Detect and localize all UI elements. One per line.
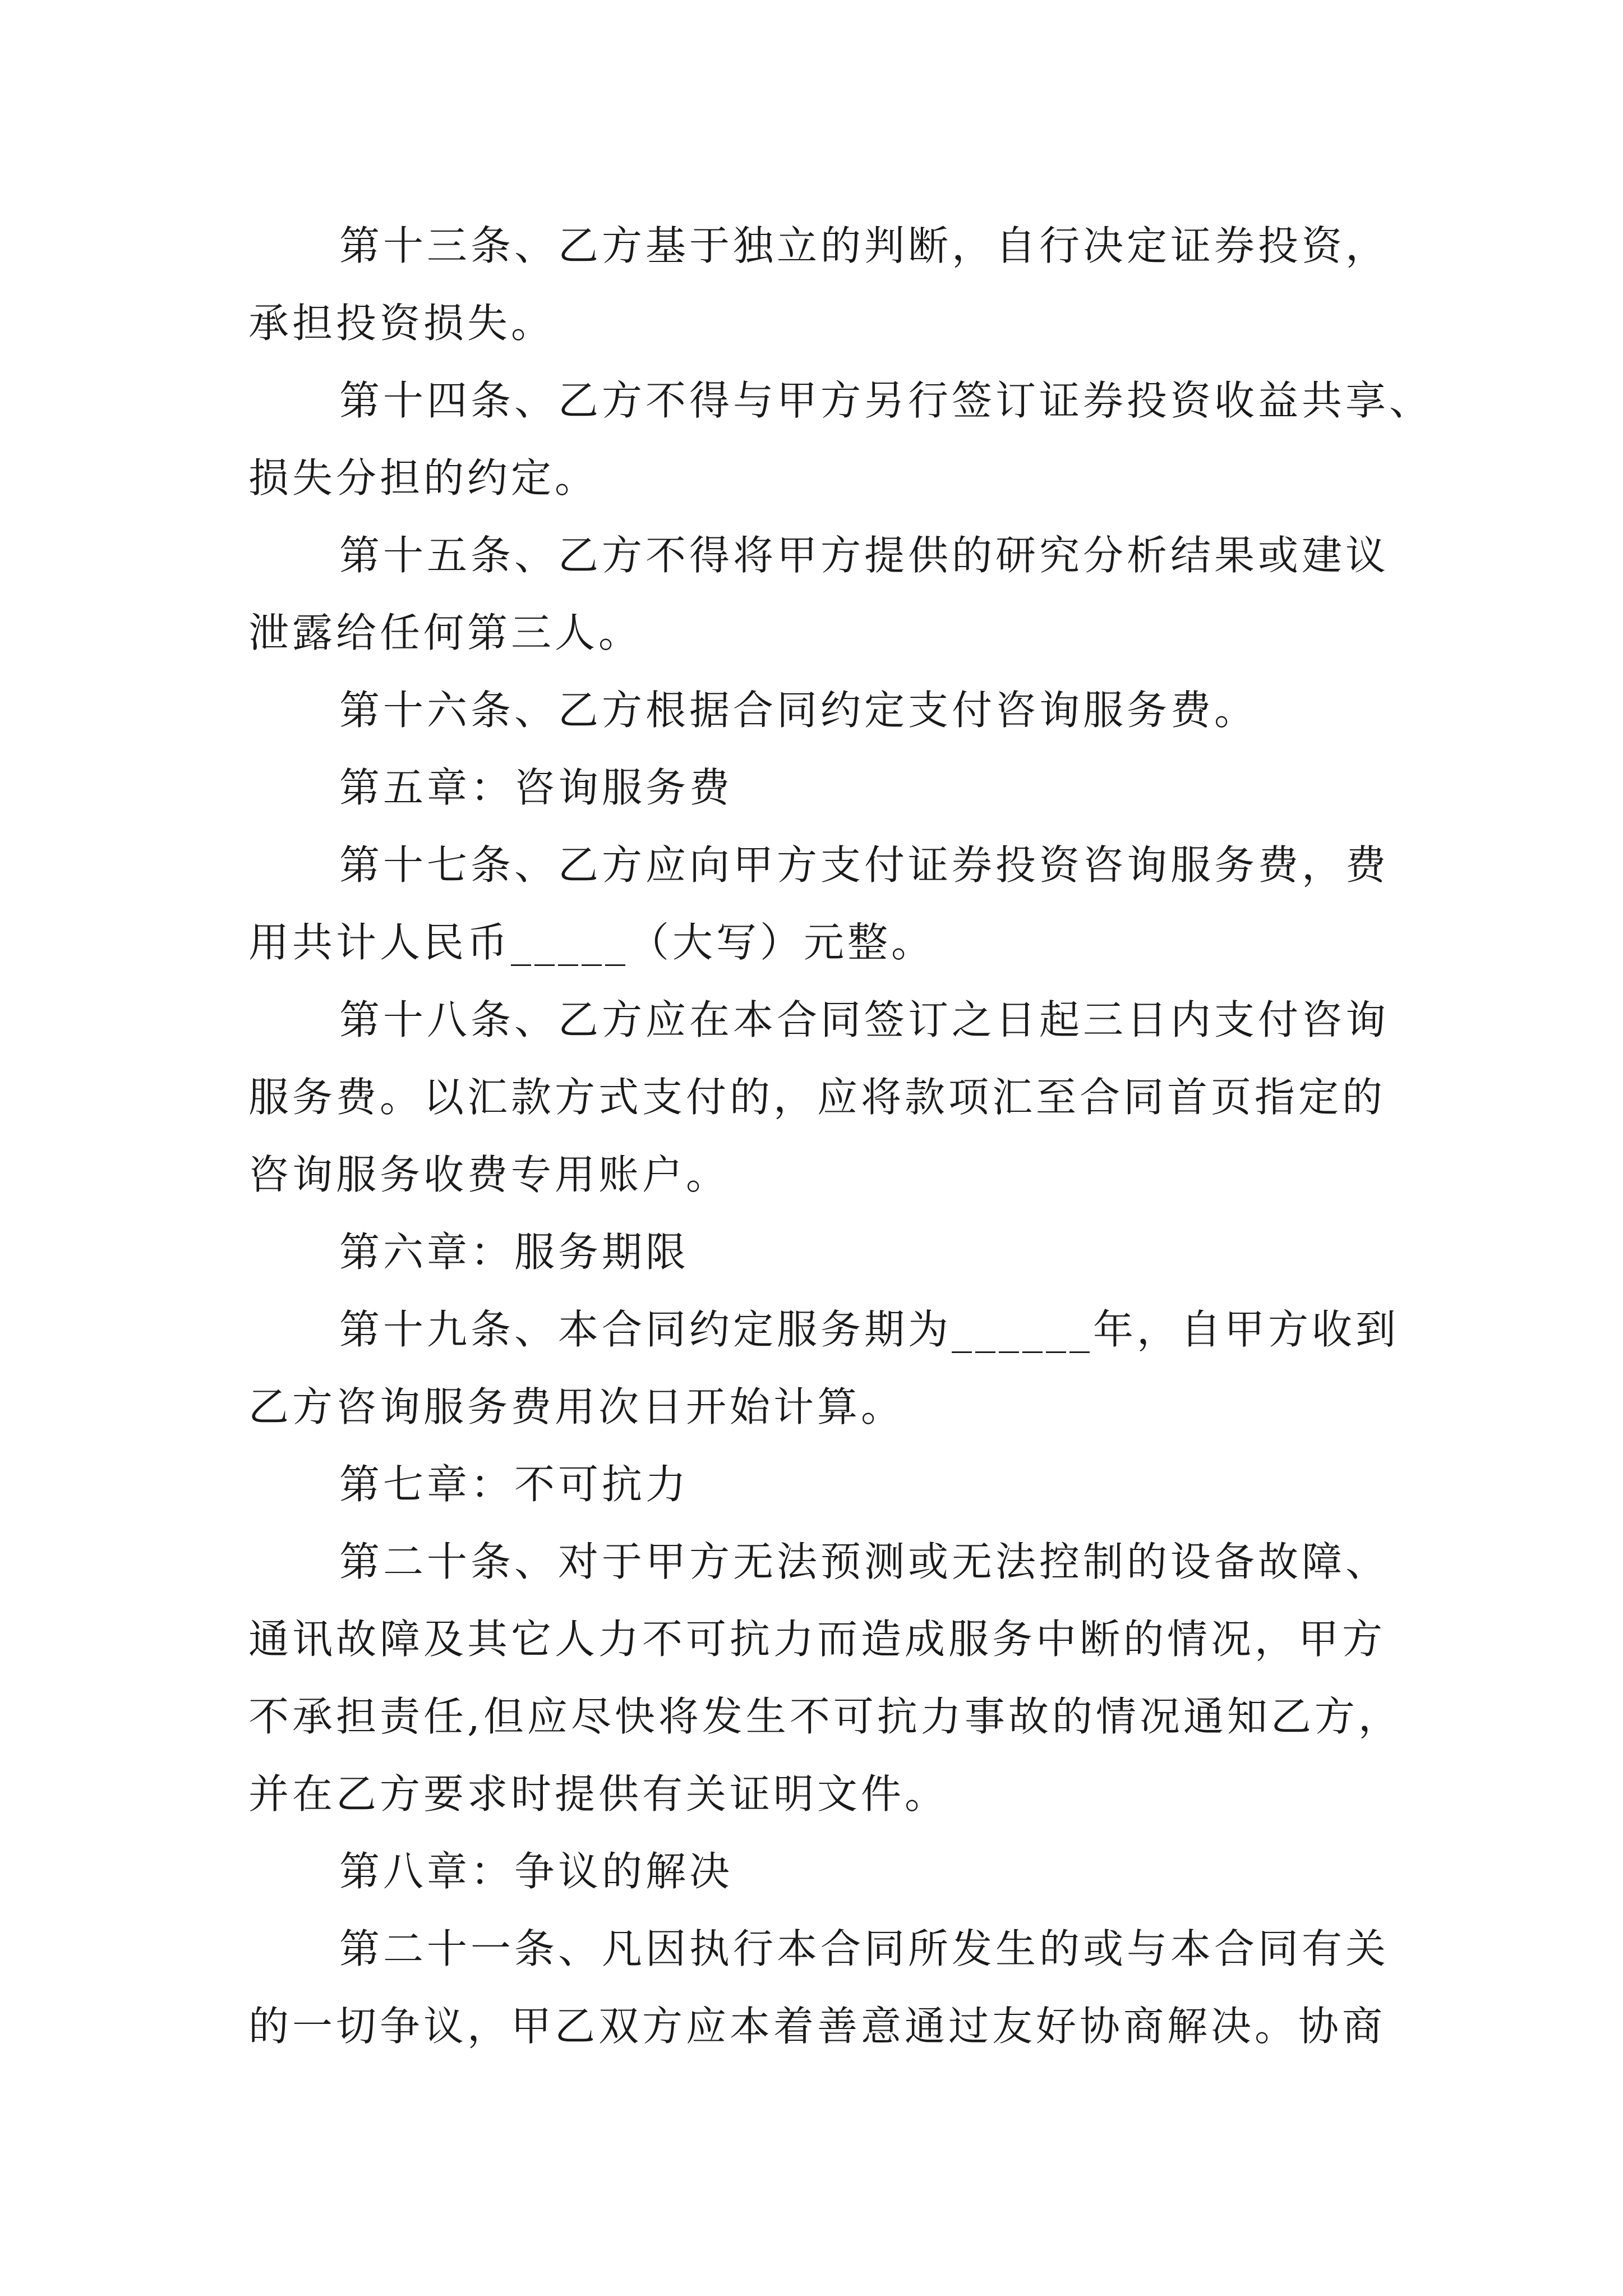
clause-20-line-1: 第二十条、对于甲方无法预测或无法控制的设备故障、 bbox=[339, 1538, 1390, 1585]
chapter-7-heading: 第七章：不可抗力 bbox=[339, 1461, 690, 1508]
clause-21-line-1: 第二十一条、凡因执行本合同所发生的或与本合同有关 bbox=[339, 1925, 1390, 1972]
clause-17-line-1: 第十七条、乙方应向甲方支付证券投资咨询服务费，费 bbox=[339, 841, 1390, 889]
clause-19-line-1: 第十九条、本合同约定服务期为______年，自甲方收到 bbox=[339, 1306, 1400, 1353]
clause-20-line-4: 并在乙方要求时提供有关证明文件。 bbox=[248, 1770, 949, 1818]
clause-18-line-2: 服务费。以汇款方式支付的，应将款项汇至合同首页指定的 bbox=[248, 1074, 1386, 1121]
clause-15-line-1: 第十五条、乙方不得将甲方提供的研究分析结果或建议 bbox=[339, 532, 1390, 579]
clause-16-line-1: 第十六条、乙方根据合同约定支付咨询服务费。 bbox=[339, 687, 1258, 734]
clause-15-line-2: 泄露给任何第三人。 bbox=[248, 609, 643, 656]
clause-19-line-2: 乙方咨询服务费用次日开始计算。 bbox=[248, 1383, 905, 1430]
clause-18-line-3: 咨询服务收费专用账户。 bbox=[248, 1151, 730, 1198]
clause-13-line-2: 承担投资损失。 bbox=[248, 300, 555, 347]
clause-14-line-2: 损失分担的约定。 bbox=[248, 454, 599, 501]
chapter-8-heading: 第八章：争议的解决 bbox=[339, 1848, 734, 1895]
clause-17-line-2: 用共计人民币_____（大写）元整。 bbox=[248, 919, 935, 966]
clause-18-line-1: 第十八条、乙方应在本合同签订之日起三日内支付咨询 bbox=[339, 996, 1390, 1043]
clause-20-line-3: 不承担责任,但应尽快将发生不可抗力事故的情况通知乙方， bbox=[248, 1693, 1402, 1740]
chapter-6-heading: 第六章：服务期限 bbox=[339, 1228, 690, 1276]
clause-20-line-2: 通讯故障及其它人力不可抗力而造成服务中断的情况，甲方 bbox=[248, 1616, 1386, 1663]
clause-13-line-1: 第十三条、乙方基于独立的判断，自行决定证券投资， bbox=[339, 222, 1390, 269]
clause-14-line-1: 第十四条、乙方不得与甲方另行签订证券投资收益共享、 bbox=[339, 377, 1433, 424]
clause-21-line-2: 的一切争议，甲乙双方应本着善意通过友好协商解决。协商 bbox=[248, 2003, 1386, 2050]
chapter-5-heading: 第五章：咨询服务费 bbox=[339, 764, 734, 811]
